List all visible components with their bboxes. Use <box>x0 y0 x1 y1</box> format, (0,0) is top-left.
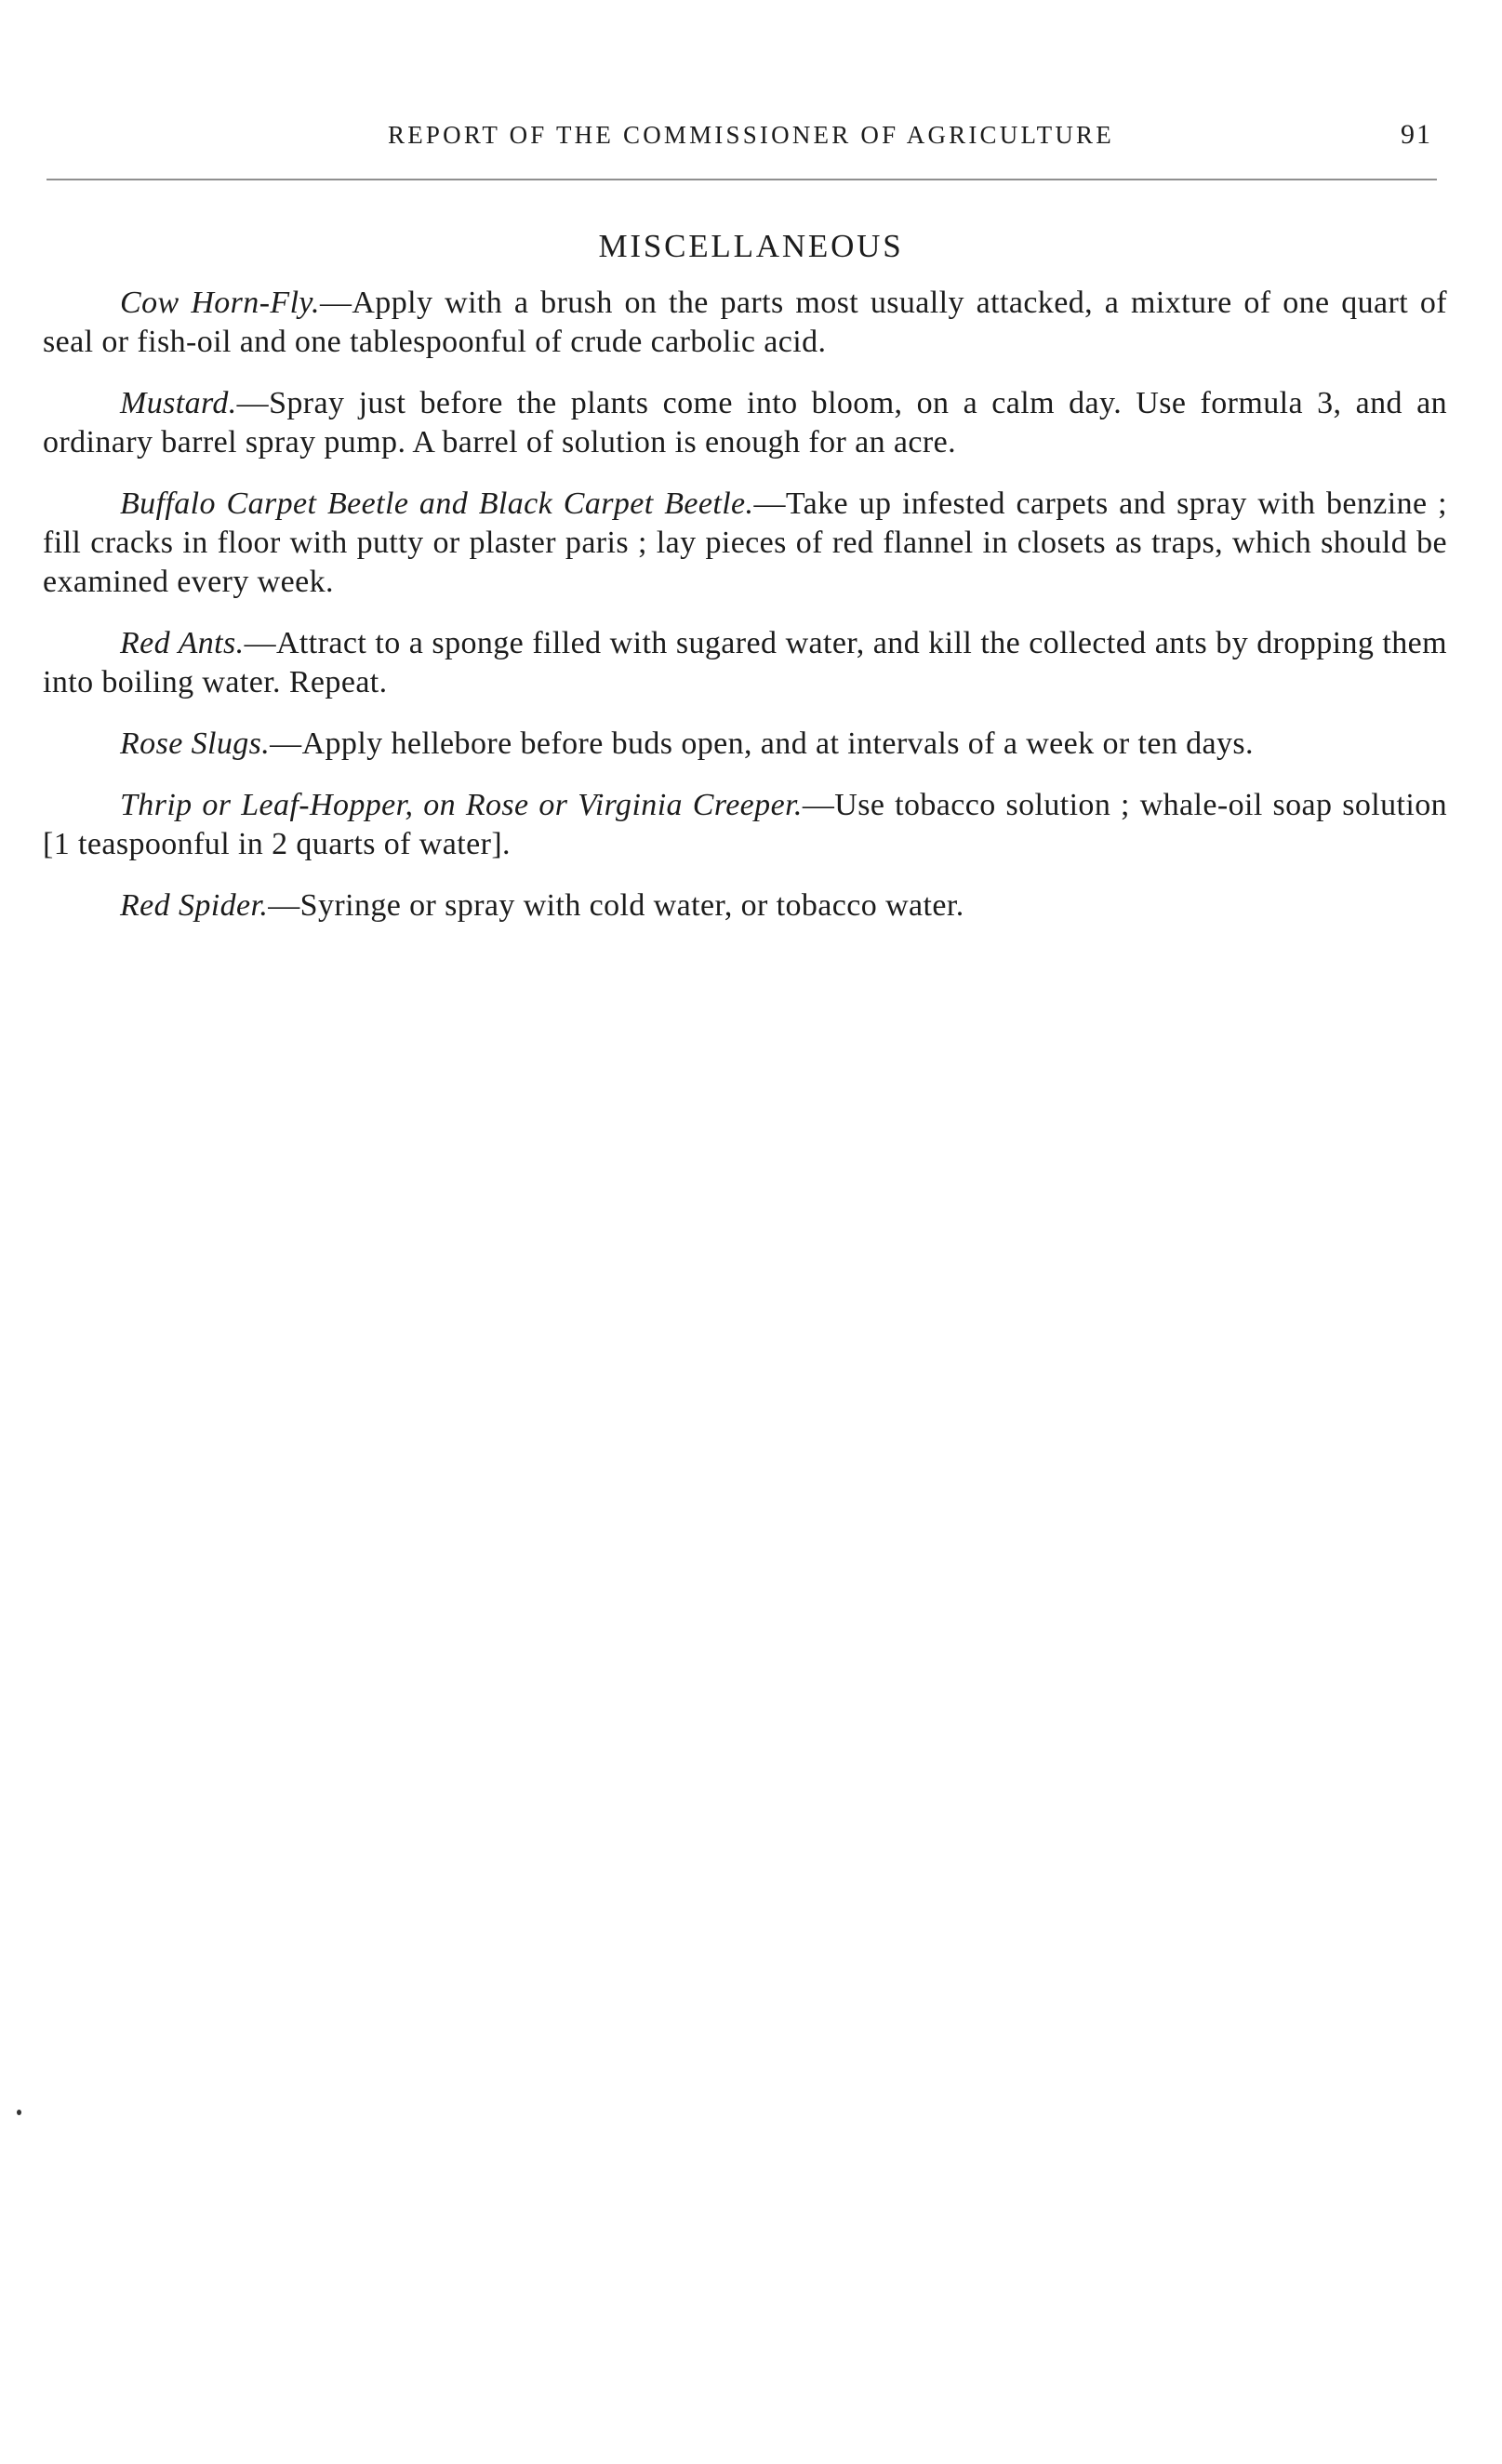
running-head <box>0 112 1502 158</box>
entry-term: Buffalo Carpet Beetle and Black Carpet Beetle. <box>120 486 754 521</box>
entry-text: —Take up infested carpets and spray with benzine ; fill cracks in floor with putty or plaster paris ; lay pieces of red flannel in closets as traps, which should be examined every week. <box>43 486 1447 599</box>
entry-term: Red Ants. <box>120 626 245 660</box>
entry-list <box>43 284 1447 948</box>
entry-term: Cow Horn-Fly. <box>120 286 320 320</box>
entry-cow-horn-fly <box>43 284 1447 362</box>
entry-text: —Apply hellebore before buds open, and at intervals of a week or ten days. <box>270 726 1254 761</box>
running-title: REPORT OF THE COMMISSIONER OF AGRICULTURE <box>388 121 1114 149</box>
entry-text: —Spray just before the plants come into bloom, on a calm day. Use formula 3, and an ordinary barrel spray pump. A barrel of solution is enough for an acre. <box>43 386 1447 460</box>
entry-mustard <box>43 384 1447 462</box>
entry-text: —Apply with a brush on the parts most usually attacked, a mixture of one quart of seal or fish-oil and one tablespoonful of crude carbolic acid. <box>43 286 1447 359</box>
entry-carpet-beetle <box>43 485 1447 602</box>
entry-text: —Use tobacco solution ; whale-oil soap solution [1 teaspoonful in 2 quarts of water]. <box>43 788 1448 861</box>
entry-term: Thrip or Leaf-Hopper, on Rose or Virginia Creeper. <box>120 788 803 822</box>
entry-term: Mustard. <box>120 386 237 420</box>
entry-rose-slugs <box>43 725 1447 764</box>
section-title: MISCELLANEOUS <box>598 228 904 264</box>
header-rule <box>47 179 1437 180</box>
entry-thrip-leaf-hopper <box>43 786 1447 864</box>
scan-speck <box>17 2110 21 2115</box>
entry-text: —Syringe or spray with cold water, or tobacco water. <box>268 888 964 923</box>
page-number: 91 <box>1401 119 1432 150</box>
entry-term: Red Spider. <box>120 888 269 923</box>
entry-red-ants <box>43 624 1447 702</box>
entry-term: Rose Slugs. <box>120 726 271 761</box>
entry-red-spider <box>43 886 1447 926</box>
entry-text: —Attract to a sponge filled with sugared water, and kill the collected ants by dropping them into boiling water. Repeat. <box>43 626 1448 699</box>
